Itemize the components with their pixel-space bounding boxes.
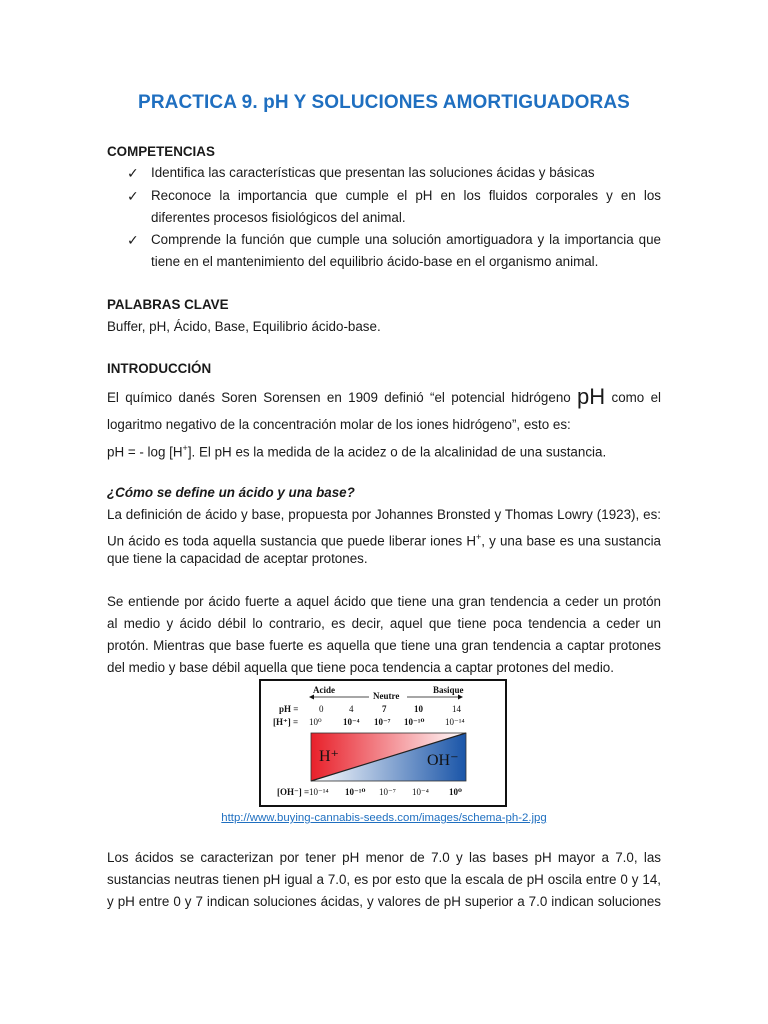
definicion-line-3: que tiene la capacidad de aceptar protones. xyxy=(107,551,368,566)
competencia-text: Comprende la función que cumple una solución amortiguadora y la importancia que xyxy=(151,232,661,247)
final-line-3: y pH entre 0 y 7 indican soluciones ácidas, y valores de pH superior a 7.0 indican soluciones xyxy=(107,894,661,909)
final-line-2: sustancias neutras tienen pH igual a 7.0, es por esto que la escala de pH oscila entre 0 y 14, xyxy=(107,872,661,887)
checkmark-icon: ✓ xyxy=(127,165,139,181)
oh-value: 10⁰ xyxy=(449,787,462,797)
competencia-item-3 xyxy=(107,229,661,273)
oh-value: 10⁻⁴ xyxy=(412,787,429,797)
ph-value: 10 xyxy=(414,704,423,714)
competencia-text: tiene en el mantenimiento del equilibrio ácido-base en el organismo animal. xyxy=(151,254,599,269)
ph-symbol: pH xyxy=(577,384,606,409)
competencia-text: Reconoce la importancia que cumple el pH en los fluidos corporales y en los xyxy=(151,188,661,203)
oh-value: 10⁻¹⁴ xyxy=(309,787,329,797)
oh-value: 10⁻⁷ xyxy=(379,787,396,797)
definicion-superscript: + xyxy=(476,532,482,542)
arrow-left-icon xyxy=(309,695,314,700)
intro-line-3 xyxy=(107,437,661,463)
definicion-text: Un ácido es toda aquella sustancia que puede liberar iones H xyxy=(107,533,477,549)
h-value: 10⁻⁴ xyxy=(343,717,360,727)
definicion-line-1: La definición de ácido y base, propuesta por Johannes Bronsted y Thomas Lowry (1923), es: xyxy=(107,507,661,522)
competencia-item-1 xyxy=(107,162,661,184)
fuerte-line-4: del medio y base débil aquella que tiene poca tendencia a captar protones del medio. xyxy=(107,660,614,675)
introduccion-heading: INTRODUCCIÓN xyxy=(107,361,212,376)
ph-value: 7 xyxy=(382,704,387,714)
fuerte-line-1: Se entiende por ácido fuerte a aquel ácido que tiene una gran tendencia a ceder un protón xyxy=(107,594,661,609)
figure-source-link[interactable]: http://www.buying-cannabis-seeds.com/images/schema-ph-2.jpg xyxy=(221,812,547,824)
formula-superscript: + xyxy=(182,443,188,453)
intro-text: como el xyxy=(611,390,661,405)
definicion-question: ¿Cómo se define un ácido y una base? xyxy=(107,485,355,500)
oh-value: 10⁻¹⁰ xyxy=(345,787,366,797)
h-value: 10⁻¹⁴ xyxy=(445,717,465,727)
final-line-1: Los ácidos se caracterizan por tener pH menor de 7.0 y las bases pH mayor a 7.0, las xyxy=(107,850,661,865)
intro-text: El químico danés Soren Sorensen en 1909 definió “el potencial hidrógeno xyxy=(107,390,571,405)
oh-row-label: [OH⁻] = xyxy=(277,787,310,797)
oh-ion-label: OH⁻ xyxy=(427,752,459,769)
intro-line-1 xyxy=(107,386,661,412)
ph-row-label: pH = xyxy=(279,704,299,714)
label-acide: Acide xyxy=(313,685,335,695)
page-title: PRACTICA 9. pH Y SOLUCIONES AMORTIGUADORAS xyxy=(138,92,630,113)
competencia-text: Identifica las características que presentan las soluciones ácidas y básicas xyxy=(151,165,595,180)
arrow-right-icon xyxy=(458,695,463,700)
ph-scale-figure xyxy=(259,679,507,807)
ph-value: 14 xyxy=(452,704,461,714)
h-ion-label: H⁺ xyxy=(319,748,339,765)
h-row-label: [H⁺] = xyxy=(273,717,299,727)
h-value: 10⁻⁷ xyxy=(374,717,391,727)
formula-text: pH = - log [H xyxy=(107,444,183,460)
label-neutre: Neutre xyxy=(373,691,400,701)
checkmark-icon: ✓ xyxy=(127,188,139,204)
palabras-clave-text: Buffer, pH, Ácido, Base, Equilibrio ácido-base. xyxy=(107,319,381,334)
competencias-heading: COMPETENCIAS xyxy=(107,144,215,159)
ph-value: 4 xyxy=(349,704,354,714)
competencia-text: diferentes procesos fisiológicos del animal. xyxy=(151,210,406,225)
competencia-item-2 xyxy=(107,185,661,229)
ph-value: 0 xyxy=(319,704,324,714)
h-value: 10⁰ xyxy=(309,717,322,727)
checkmark-icon: ✓ xyxy=(127,232,139,248)
fuerte-line-2: al medio y ácido débil lo contrario, es decir, aquel que tiene poca tendencia a ceder un xyxy=(107,616,661,631)
ph-scale-diagram xyxy=(261,681,505,805)
h-value: 10⁻¹⁰ xyxy=(404,717,425,727)
fuerte-line-3: protón. Mientras que base fuerte es aquella que tiene una gran tendencia a captar protones xyxy=(107,638,661,653)
definicion-text: , y una base es una sustancia xyxy=(481,533,662,549)
intro-line-2: logaritmo negativo de la concentración molar de los iones hidrógeno”, esto es: xyxy=(107,417,571,432)
formula-text: ]. El pH es la medida de la acidez o de la alcalinidad de una sustancia. xyxy=(187,444,607,460)
label-basique: Basique xyxy=(433,685,464,695)
ph-gradient-bar xyxy=(311,733,466,781)
palabras-clave-heading: PALABRAS CLAVE xyxy=(107,297,229,312)
